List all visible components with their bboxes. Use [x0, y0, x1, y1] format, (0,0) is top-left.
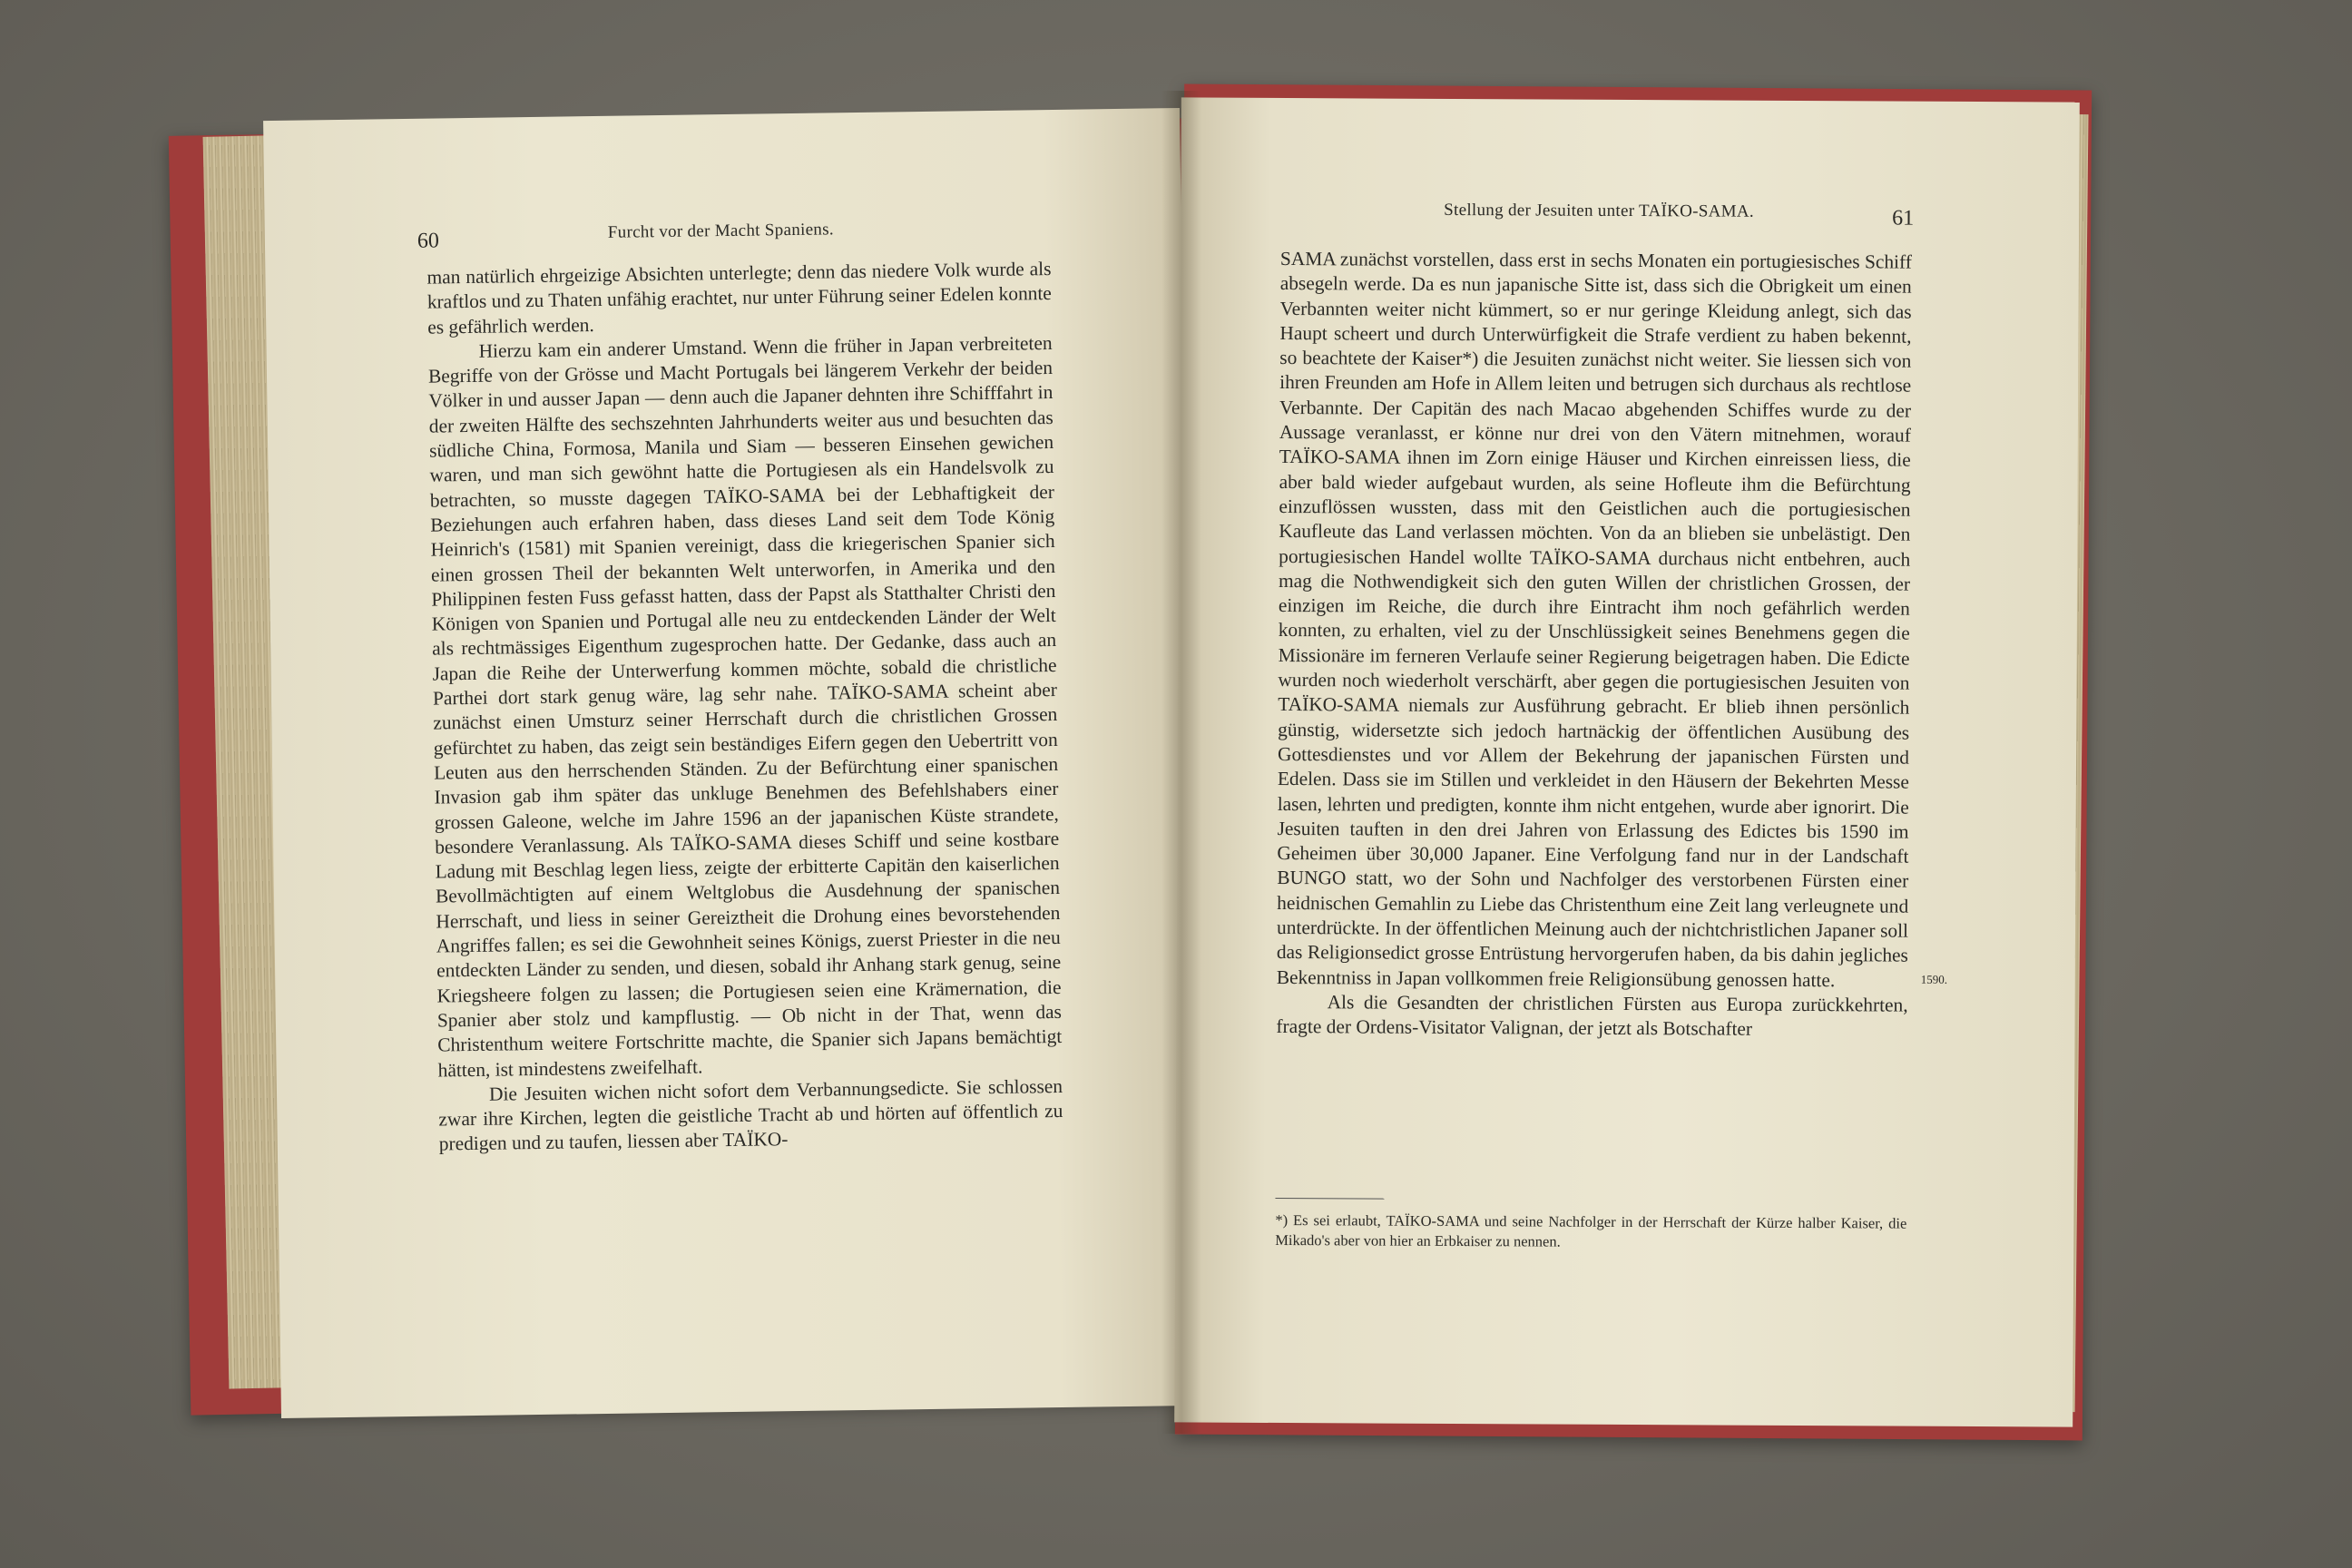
footnote: *) Es sei erlaubt, TAÏKO-SAMA und seine Nachfolger in der Herrschaft der Kürze halber Kaiser, die Mikado's aber von hier an Erbkaiser zu nennen. [1275, 1210, 1907, 1250]
right-paragraph-1: SAMA zunächst vorstellen, dass erst in sechs Monaten ein portugiesisches Schiff absegeln werde. Da es nun japanische Sitte ist, dass sich die Obrigkeit um einen Verbannten weiter nicht kümmert, so er nur geringe Kleidung anlegt, sich das Haupt scheert und durch Unterwürfigkeit die Strafe verdient zu haben bekennt, so beachtete der Kaiser*) die Jesuiten zunächst nicht weiter. Sie liessen sich von ihren Freunden am Hofe in Allem leiten und betrugen sich durchaus als rechtlose Verbannte. Der Capitän des nach Macao abgehenden Schiffes wurde zu der Aussage veranlasst, er könne nur drei von den Vätern mitnehmen, worauf TAÏKO-SAMA ihnen im Zorn einige Häuser und Kirchen einreissen liess, die aber bald wieder aufgebaut wurden, als seine Hofleute ihm die Befürchtung einzuflössen wussten, dass mit den Geistlichen auch die portugiesischen Kaufleute das Land verlassen möchten. Von da an blieben sie unbelästigt. Den portugiesischen Handel wollte TAÏKO-SAMA durchaus nicht entbehren, auch mag die Nothwendigkeit sich den guten Willen der christlichen Grossen, der einzigen im Reiche, die durch ihre Eintracht ihm noch gefährlich werden konnten, zu erhalten, viel zu der Unschlüssigkeit seines Benehmens gegen die Missionäre im ferneren Verlaufe seiner Regierung beigetragen haben. Die Edicte wurden noch wiederholt verschärft, aber gegen die portugiesischen Jesuiten von TAÏKO-SAMA niemals zur Ausführung gebracht. Er blieb ihnen persönlich günstig, widersetzte sich jedoch hartnäckig der öffentlichen Ausübung des Gottesdienstes und vor Allem der Bekehrung der japanischen Fürsten und Edelen. Dass sie im Stillen und verkleidet in den Häusern der Bekehrten Messe lasen, lehrten und predigten, konnte ihm nicht entgehen, wurde aber ignorirt. Die Jesuiten tauften in den drei Jahren von Erlassung des Edictes bis 1590 im Geheimen über 30,000 Japaner. Eine Verfolgung fand nur in der Landschaft BUNGO statt, wo der Sohn und Nachfolger des verstorbenen Fürsten einer heidnischen Gemahlin zu Liebe das Christenthum eine Zeit lang verleugnete und unterdrückte. In der öffentlichen Meinung auch der nichtchristlichen Japaner soll das Religionsedict grosse Entrüstung hervorgerufen haben, da bis dahin jegliches Bekenntniss in Japan vollkommen freie Religionsübung genossen hatte. [1276, 247, 1912, 991]
left-page-body [426, 257, 1063, 1157]
page-number-right: 61 [1892, 206, 1915, 230]
right-page-body [1276, 247, 1912, 1043]
left-paragraph-2: Hierzu kam ein anderer Umstand. Wenn die früher in Japan verbreiteten Begriffe von der Grösse und Macht Portugals bei längerem Verkehr der beiden Völker in und ausser Japan — denn auch die Japaner dehnten ihre Schifffahrt in der zweiten Hälfte des sechszehnten Jahrhunderts weiter aus und besuchten das südliche China, Formosa, Manila und Siam — besseren Einsehen gewichen waren, und man sich gewöhnt hatte die Portugiesen als ein Handelsvolk zu betrachten, so musste dagegen TAÏKO-SAMA bei der Lebhaftigkeit der Beziehungen auch erfahren haben, dass dieses Land seit dem Tode König Heinrich's (1581) mit Spanien vereinigt, dass die kriegerischen Spanier sich einen grossen Theil der bekannten Welt unterworfen, in Amerika und den Philippinen festen Fuss gefasst hatten, dass der Papst als Statthalter Christi den Königen von Spanien und Portugal alle neu zu entdeckenden Länder der Welt als rechtmässiges Eigenthum zugesprochen hatte. Der Gedanke, dass auch an Japan die Reihe der Unterwerfung kommen möchte, sobald die christliche Parthei dort stark genug wäre, lag sehr nahe. TAÏKO-SAMA scheint aber zunächst einen Umsturz seiner Herrschaft durch die christlichen Grossen gefürchtet zu haben, das zeigt sein beständiges Eifern gegen den Uebertritt von Leuten aus den herrschenden Ständen. Zu der Befürchtung einer spanischen Invasion gab ihm später das unkluge Benehmen des Befehlshabers einer grossen Galeone, welche im Jahre 1596 an der japanischen Küste strandete, besondere Veranlassung. Als TAÏKO-SAMA dieses Schiff und seine kostbare Ladung mit Beschlag legen liess, zeigte der erbitterte Capitän den kaiserlichen Bevollmächtigten auf einem Weltglobus die Ausdehnung der spanischen Herrschaft, und liess in seiner Gereiztheit die Drohung eines bevorstehenden Angriffes fallen; es sei die Gewohnheit seines Königs, zuerst Priester in die neu entdeckten Länder zu senden, und diesen, sobald ihr Anhang stark genug, seine Kriegsheere folgen zu lassen; die Portugiesen seien eine Krämernation, die Spanier aber stolz und kampflustig. — Ob nicht in der That, wenn das Christenthum weitere Fortschritte machte, die Spanier sich Japans bemächtigt hätten, ist mindestens zweifelhaft. [427, 331, 1063, 1082]
footnote-rule [1275, 1198, 1384, 1200]
page-number-left: 60 [416, 229, 440, 253]
left-paragraph-3: Die Jesuiten wichen nicht sofort dem Verbannungsedicte. Sie schlossen zwar ihre Kirchen, legten die geistliche Tracht ab und hörten auf öffentlich zu predigen und zu taufen, liessen aber TAÏKO- [438, 1074, 1063, 1155]
right-paragraph-2: Als die Gesandten der christlichen Fürsten aus Europa zurückkehrten, fragte der Ordens-Visitator Valignan, der jetzt als Botschafter [1276, 991, 1908, 1040]
running-title-right: Stellung der Jesuiten unter TAÏKO-SAMA. [1444, 200, 1754, 221]
right-page [1174, 97, 2080, 1426]
left-paragraph-1: man natürlich ehrgeizige Absichten unterlegte; denn das niedere Volk wurde als kraftlos und zu Thaten unfähig erachtet, nur unter Führung seiner Edelen konnte es gefährlich werden. [426, 258, 1052, 338]
running-title-left: Furcht vor der Macht Spaniens. [607, 220, 835, 242]
marginal-note: 1590. [1920, 972, 1948, 986]
left-page [263, 108, 1198, 1418]
